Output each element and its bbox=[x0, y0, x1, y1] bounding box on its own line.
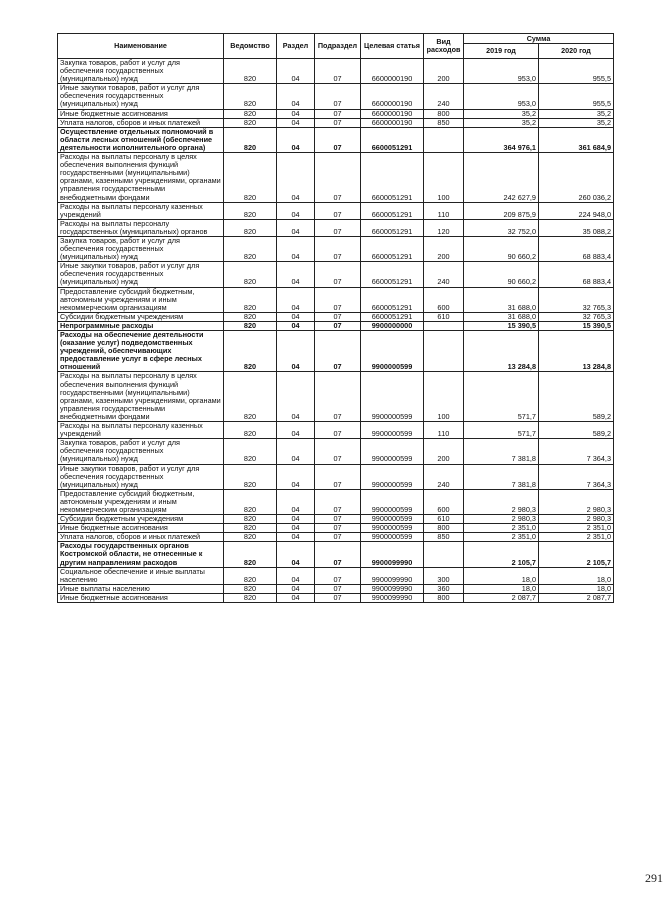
row-sum-2020: 955,5 bbox=[539, 84, 614, 109]
row-sum-2019: 571,7 bbox=[464, 372, 539, 422]
row-dept: 820 bbox=[224, 236, 277, 261]
row-dept: 820 bbox=[224, 542, 277, 567]
row-sum-2019: 2 351,0 bbox=[464, 533, 539, 542]
row-kind: 110 bbox=[424, 202, 464, 219]
row-dept: 820 bbox=[224, 118, 277, 127]
row-kind: 100 bbox=[424, 153, 464, 203]
row-kind: 200 bbox=[424, 59, 464, 84]
row-dept: 820 bbox=[224, 533, 277, 542]
row-kind: 800 bbox=[424, 109, 464, 118]
row-section: 04 bbox=[277, 312, 315, 321]
row-section: 04 bbox=[277, 542, 315, 567]
row-name: Расходы на выплаты персоналу государственных (муниципальных) органов bbox=[58, 219, 224, 236]
row-kind: 850 bbox=[424, 533, 464, 542]
row-name: Иные бюджетные ассигнования bbox=[58, 593, 224, 602]
row-sum-2020: 2 351,0 bbox=[539, 524, 614, 533]
row-section: 04 bbox=[277, 372, 315, 422]
table-row bbox=[58, 127, 614, 152]
row-subsection: 07 bbox=[315, 202, 361, 219]
row-section: 04 bbox=[277, 321, 315, 330]
row-sum-2019: 209 875,9 bbox=[464, 202, 539, 219]
row-sum-2020: 955,5 bbox=[539, 59, 614, 84]
budget-table bbox=[57, 33, 614, 603]
row-name: Социальное обеспечение и иные выплаты населению bbox=[58, 567, 224, 584]
row-sum-2019: 364 976,1 bbox=[464, 127, 539, 152]
row-kind: 850 bbox=[424, 118, 464, 127]
row-name: Расходы на выплаты персоналу казенных учреждений bbox=[58, 422, 224, 439]
row-kind: 200 bbox=[424, 439, 464, 464]
row-sum-2020: 35,2 bbox=[539, 109, 614, 118]
row-subsection: 07 bbox=[315, 287, 361, 312]
table-row bbox=[58, 262, 614, 287]
row-target: 6600051291 bbox=[361, 153, 424, 203]
row-kind: 240 bbox=[424, 262, 464, 287]
row-sum-2019: 2 980,3 bbox=[464, 515, 539, 524]
row-sum-2020: 2 980,3 bbox=[539, 489, 614, 514]
row-kind: 300 bbox=[424, 567, 464, 584]
row-section: 04 bbox=[277, 287, 315, 312]
row-subsection: 07 bbox=[315, 262, 361, 287]
row-kind: 120 bbox=[424, 219, 464, 236]
row-dept: 820 bbox=[224, 593, 277, 602]
row-sum-2019: 35,2 bbox=[464, 118, 539, 127]
row-sum-2019: 18,0 bbox=[464, 584, 539, 593]
row-kind: 360 bbox=[424, 584, 464, 593]
row-subsection: 07 bbox=[315, 109, 361, 118]
row-kind bbox=[424, 127, 464, 152]
row-dept: 820 bbox=[224, 372, 277, 422]
row-sum-2020: 68 883,4 bbox=[539, 236, 614, 261]
row-sum-2019: 31 688,0 bbox=[464, 312, 539, 321]
row-target: 6600000190 bbox=[361, 109, 424, 118]
row-target: 9900099990 bbox=[361, 542, 424, 567]
table-row bbox=[58, 464, 614, 489]
header-subsection: Подраздел bbox=[315, 34, 361, 59]
row-name: Расходы на выплаты персоналу в целях обеспечения выполнения функций государственными (муниципальными) органами, казенными учреждениями, органами управления государственными внебюджетными фондами bbox=[58, 153, 224, 203]
row-sum-2020: 361 684,9 bbox=[539, 127, 614, 152]
header-dept: Ведомство bbox=[224, 34, 277, 59]
row-target: 6600051291 bbox=[361, 312, 424, 321]
row-dept: 820 bbox=[224, 127, 277, 152]
row-dept: 820 bbox=[224, 312, 277, 321]
row-target: 6600051291 bbox=[361, 236, 424, 261]
row-sum-2020: 2 980,3 bbox=[539, 515, 614, 524]
row-sum-2019: 7 381,8 bbox=[464, 439, 539, 464]
row-kind: 240 bbox=[424, 84, 464, 109]
row-sum-2020: 32 765,3 bbox=[539, 287, 614, 312]
row-target: 6600051291 bbox=[361, 287, 424, 312]
row-section: 04 bbox=[277, 489, 315, 514]
row-name: Закупка товаров, работ и услуг для обеспечения государственных (муниципальных) нужд bbox=[58, 59, 224, 84]
row-kind: 100 bbox=[424, 372, 464, 422]
row-kind: 200 bbox=[424, 236, 464, 261]
header-row bbox=[58, 34, 614, 44]
row-name: Иные закупки товаров, работ и услуг для обеспечения государственных (муниципальных) нужд bbox=[58, 464, 224, 489]
row-section: 04 bbox=[277, 533, 315, 542]
row-dept: 820 bbox=[224, 84, 277, 109]
row-target: 9900000599 bbox=[361, 439, 424, 464]
row-section: 04 bbox=[277, 567, 315, 584]
page-number: 291 bbox=[645, 871, 663, 885]
row-sum-2020: 15 390,5 bbox=[539, 321, 614, 330]
row-section: 04 bbox=[277, 153, 315, 203]
row-subsection: 07 bbox=[315, 567, 361, 584]
row-section: 04 bbox=[277, 127, 315, 152]
row-sum-2019: 242 627,9 bbox=[464, 153, 539, 203]
row-name: Расходы на выплаты персоналу в целях обеспечения выполнения функций государственными (муниципальными) органами, казенными учреждениями, органами управления государственными внебюджетными фондами bbox=[58, 372, 224, 422]
row-subsection: 07 bbox=[315, 515, 361, 524]
row-section: 04 bbox=[277, 439, 315, 464]
table-row bbox=[58, 372, 614, 422]
row-sum-2020: 7 364,3 bbox=[539, 464, 614, 489]
row-section: 04 bbox=[277, 524, 315, 533]
row-section: 04 bbox=[277, 331, 315, 372]
row-target: 6600000190 bbox=[361, 84, 424, 109]
row-sum-2019: 18,0 bbox=[464, 567, 539, 584]
row-target: 9900000599 bbox=[361, 372, 424, 422]
row-sum-2019: 2 105,7 bbox=[464, 542, 539, 567]
row-name: Предоставление субсидий бюджетным, автономным учреждениям и иным некоммерческим организациям bbox=[58, 489, 224, 514]
row-subsection: 07 bbox=[315, 321, 361, 330]
row-target: 9900099990 bbox=[361, 593, 424, 602]
row-target: 9900000599 bbox=[361, 489, 424, 514]
row-sum-2019: 2 351,0 bbox=[464, 524, 539, 533]
row-subsection: 07 bbox=[315, 331, 361, 372]
row-sum-2019: 953,0 bbox=[464, 84, 539, 109]
row-sum-2020: 260 036,2 bbox=[539, 153, 614, 203]
row-dept: 820 bbox=[224, 584, 277, 593]
row-name: Иные закупки товаров, работ и услуг для обеспечения государственных (муниципальных) нужд bbox=[58, 262, 224, 287]
row-name: Расходы на обеспечение деятельности (оказание услуг) подведомственных учреждений, обеспечивающих предоставление услуг в сфере лесных отношений bbox=[58, 331, 224, 372]
row-sum-2020: 18,0 bbox=[539, 567, 614, 584]
row-dept: 820 bbox=[224, 109, 277, 118]
row-subsection: 07 bbox=[315, 584, 361, 593]
row-subsection: 07 bbox=[315, 153, 361, 203]
row-subsection: 07 bbox=[315, 312, 361, 321]
row-section: 04 bbox=[277, 84, 315, 109]
row-sum-2020: 2 105,7 bbox=[539, 542, 614, 567]
row-name: Иные бюджетные ассигнования bbox=[58, 524, 224, 533]
header-section: Раздел bbox=[277, 34, 315, 59]
row-dept: 820 bbox=[224, 422, 277, 439]
row-dept: 820 bbox=[224, 59, 277, 84]
row-name: Иные выплаты населению bbox=[58, 584, 224, 593]
row-name: Расходы на выплаты персоналу казенных учреждений bbox=[58, 202, 224, 219]
row-subsection: 07 bbox=[315, 464, 361, 489]
row-kind: 610 bbox=[424, 312, 464, 321]
row-kind: 800 bbox=[424, 593, 464, 602]
row-sum-2020: 2 087,7 bbox=[539, 593, 614, 602]
row-subsection: 07 bbox=[315, 127, 361, 152]
row-target: 9900000599 bbox=[361, 524, 424, 533]
row-dept: 820 bbox=[224, 524, 277, 533]
row-name: Уплата налогов, сборов и иных платежей bbox=[58, 118, 224, 127]
header-sum: Сумма bbox=[464, 34, 614, 44]
row-name: Непрограммные расходы bbox=[58, 321, 224, 330]
row-dept: 820 bbox=[224, 287, 277, 312]
row-sum-2020: 589,2 bbox=[539, 422, 614, 439]
row-sum-2020: 68 883,4 bbox=[539, 262, 614, 287]
table-row bbox=[58, 236, 614, 261]
row-name: Расходы государственных органов Костромской области, не отнесенные к другим направлениям расходов bbox=[58, 542, 224, 567]
row-sum-2019: 31 688,0 bbox=[464, 287, 539, 312]
row-target: 9900000000 bbox=[361, 321, 424, 330]
header-name: Наименование bbox=[58, 34, 224, 59]
table-row bbox=[58, 153, 614, 203]
row-target: 9900099990 bbox=[361, 584, 424, 593]
row-sum-2020: 13 284,8 bbox=[539, 331, 614, 372]
budget-table-page bbox=[57, 33, 663, 885]
row-name: Закупка товаров, работ и услуг для обеспечения государственных (муниципальных) нужд bbox=[58, 236, 224, 261]
row-section: 04 bbox=[277, 202, 315, 219]
row-sum-2019: 571,7 bbox=[464, 422, 539, 439]
header-year-2019: 2019 год bbox=[464, 44, 539, 59]
row-target: 9900099990 bbox=[361, 567, 424, 584]
row-name: Закупка товаров, работ и услуг для обеспечения государственных (муниципальных) нужд bbox=[58, 439, 224, 464]
row-target: 9900000599 bbox=[361, 422, 424, 439]
row-kind: 600 bbox=[424, 489, 464, 514]
header-kind: Вид расходов bbox=[424, 34, 464, 59]
table-row bbox=[58, 109, 614, 118]
row-sum-2020: 35 088,2 bbox=[539, 219, 614, 236]
row-target: 6600051291 bbox=[361, 219, 424, 236]
row-subsection: 07 bbox=[315, 489, 361, 514]
row-target: 9900000599 bbox=[361, 533, 424, 542]
row-sum-2020: 18,0 bbox=[539, 584, 614, 593]
table-row bbox=[58, 118, 614, 127]
row-section: 04 bbox=[277, 584, 315, 593]
table-row bbox=[58, 439, 614, 464]
row-sum-2020: 2 351,0 bbox=[539, 533, 614, 542]
row-kind: 800 bbox=[424, 524, 464, 533]
row-section: 04 bbox=[277, 515, 315, 524]
row-sum-2019: 90 660,2 bbox=[464, 262, 539, 287]
row-sum-2020: 224 948,0 bbox=[539, 202, 614, 219]
row-name: Осуществление отдельных полномочий в области лесных отношений (обеспечение деятельности исполнительного органа) bbox=[58, 127, 224, 152]
row-subsection: 07 bbox=[315, 524, 361, 533]
row-target: 6600051291 bbox=[361, 202, 424, 219]
row-sum-2019: 7 381,8 bbox=[464, 464, 539, 489]
row-kind bbox=[424, 331, 464, 372]
row-sum-2019: 90 660,2 bbox=[464, 236, 539, 261]
row-target: 6600051291 bbox=[361, 262, 424, 287]
row-kind bbox=[424, 321, 464, 330]
row-section: 04 bbox=[277, 59, 315, 84]
row-target: 6600000190 bbox=[361, 59, 424, 84]
row-dept: 820 bbox=[224, 262, 277, 287]
row-dept: 820 bbox=[224, 439, 277, 464]
row-target: 6600000190 bbox=[361, 118, 424, 127]
row-subsection: 07 bbox=[315, 59, 361, 84]
row-subsection: 07 bbox=[315, 593, 361, 602]
table-row bbox=[58, 59, 614, 84]
row-subsection: 07 bbox=[315, 118, 361, 127]
header-year-2020: 2020 год bbox=[539, 44, 614, 59]
row-target: 6600051291 bbox=[361, 127, 424, 152]
table-row bbox=[58, 489, 614, 514]
row-name: Субсидии бюджетным учреждениям bbox=[58, 515, 224, 524]
row-name: Уплата налогов, сборов и иных платежей bbox=[58, 533, 224, 542]
row-name: Предоставление субсидий бюджетным, автономным учреждениям и иным некоммерческим организациям bbox=[58, 287, 224, 312]
row-kind: 610 bbox=[424, 515, 464, 524]
row-dept: 820 bbox=[224, 331, 277, 372]
row-kind bbox=[424, 542, 464, 567]
row-subsection: 07 bbox=[315, 236, 361, 261]
row-name: Иные закупки товаров, работ и услуг для обеспечения государственных (муниципальных) нужд bbox=[58, 84, 224, 109]
row-sum-2019: 2 980,3 bbox=[464, 489, 539, 514]
row-target: 9900000599 bbox=[361, 515, 424, 524]
table-row bbox=[58, 567, 614, 584]
table-row bbox=[58, 422, 614, 439]
row-sum-2019: 32 752,0 bbox=[464, 219, 539, 236]
row-sum-2019: 2 087,7 bbox=[464, 593, 539, 602]
row-dept: 820 bbox=[224, 153, 277, 203]
row-dept: 820 bbox=[224, 515, 277, 524]
row-sum-2020: 589,2 bbox=[539, 372, 614, 422]
table-row bbox=[58, 219, 614, 236]
row-subsection: 07 bbox=[315, 533, 361, 542]
row-dept: 820 bbox=[224, 202, 277, 219]
row-sum-2019: 35,2 bbox=[464, 109, 539, 118]
table-row bbox=[58, 84, 614, 109]
row-subsection: 07 bbox=[315, 439, 361, 464]
row-section: 04 bbox=[277, 236, 315, 261]
row-subsection: 07 bbox=[315, 84, 361, 109]
row-dept: 820 bbox=[224, 219, 277, 236]
row-sum-2019: 13 284,8 bbox=[464, 331, 539, 372]
row-kind: 110 bbox=[424, 422, 464, 439]
row-sum-2020: 32 765,3 bbox=[539, 312, 614, 321]
row-subsection: 07 bbox=[315, 542, 361, 567]
row-section: 04 bbox=[277, 464, 315, 489]
table-row bbox=[58, 542, 614, 567]
row-name: Иные бюджетные ассигнования bbox=[58, 109, 224, 118]
row-section: 04 bbox=[277, 219, 315, 236]
table-row bbox=[58, 287, 614, 312]
row-section: 04 bbox=[277, 262, 315, 287]
row-section: 04 bbox=[277, 593, 315, 602]
row-sum-2019: 15 390,5 bbox=[464, 321, 539, 330]
row-target: 9900000599 bbox=[361, 464, 424, 489]
row-dept: 820 bbox=[224, 321, 277, 330]
row-sum-2020: 7 364,3 bbox=[539, 439, 614, 464]
row-section: 04 bbox=[277, 422, 315, 439]
table-row bbox=[58, 331, 614, 372]
row-subsection: 07 bbox=[315, 219, 361, 236]
table-row bbox=[58, 202, 614, 219]
row-subsection: 07 bbox=[315, 372, 361, 422]
row-target: 9900000599 bbox=[361, 331, 424, 372]
row-name: Субсидии бюджетным учреждениям bbox=[58, 312, 224, 321]
row-dept: 820 bbox=[224, 464, 277, 489]
row-sum-2019: 953,0 bbox=[464, 59, 539, 84]
row-kind: 600 bbox=[424, 287, 464, 312]
row-subsection: 07 bbox=[315, 422, 361, 439]
row-kind: 240 bbox=[424, 464, 464, 489]
row-sum-2020: 35,2 bbox=[539, 118, 614, 127]
row-dept: 820 bbox=[224, 567, 277, 584]
header-target: Целевая статья bbox=[361, 34, 424, 59]
row-section: 04 bbox=[277, 109, 315, 118]
table-row bbox=[58, 593, 614, 602]
row-section: 04 bbox=[277, 118, 315, 127]
table-body bbox=[58, 59, 614, 603]
row-dept: 820 bbox=[224, 489, 277, 514]
